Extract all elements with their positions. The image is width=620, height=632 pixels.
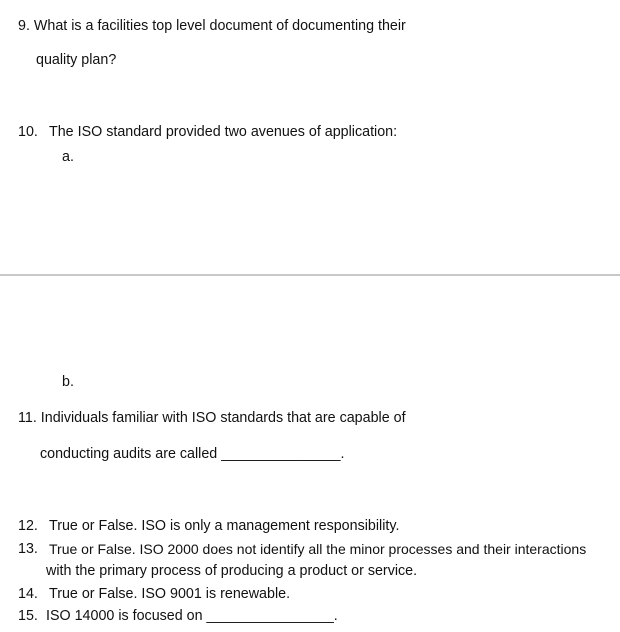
question-10-number: 10.: [18, 124, 38, 140]
question-10-option-a: a.: [62, 149, 74, 165]
question-9-line-1: 9. What is a facilities top level document of documenting their: [18, 18, 406, 34]
question-12-text: True or False. ISO is only a management responsibility.: [49, 518, 400, 534]
question-13-line-1: True or False. ISO 2000 does not identify all the minor processes and their interactions: [49, 541, 587, 557]
question-13-number: 13.: [18, 541, 38, 557]
question-14-number: 14.: [18, 586, 38, 602]
page-divider: [0, 274, 620, 276]
question-12-number: 12.: [18, 518, 38, 534]
question-15-number: 15.: [18, 608, 38, 624]
question-10-text: The ISO standard provided two avenues of application:: [49, 124, 398, 140]
question-14-text: True or False. ISO 9001 is renewable.: [49, 586, 291, 602]
question-13-line-2: with the primary process of producing a product or service.: [46, 563, 418, 579]
question-11-line-2: conducting audits are called _______________.: [40, 446, 345, 462]
question-10-option-b: b.: [62, 374, 74, 390]
question-9-line-2: quality plan?: [36, 52, 117, 68]
question-15-text: ISO 14000 is focused on ________________.: [46, 608, 338, 624]
question-11-line-1: 11. Individuals familiar with ISO standards that are capable of: [18, 410, 406, 426]
